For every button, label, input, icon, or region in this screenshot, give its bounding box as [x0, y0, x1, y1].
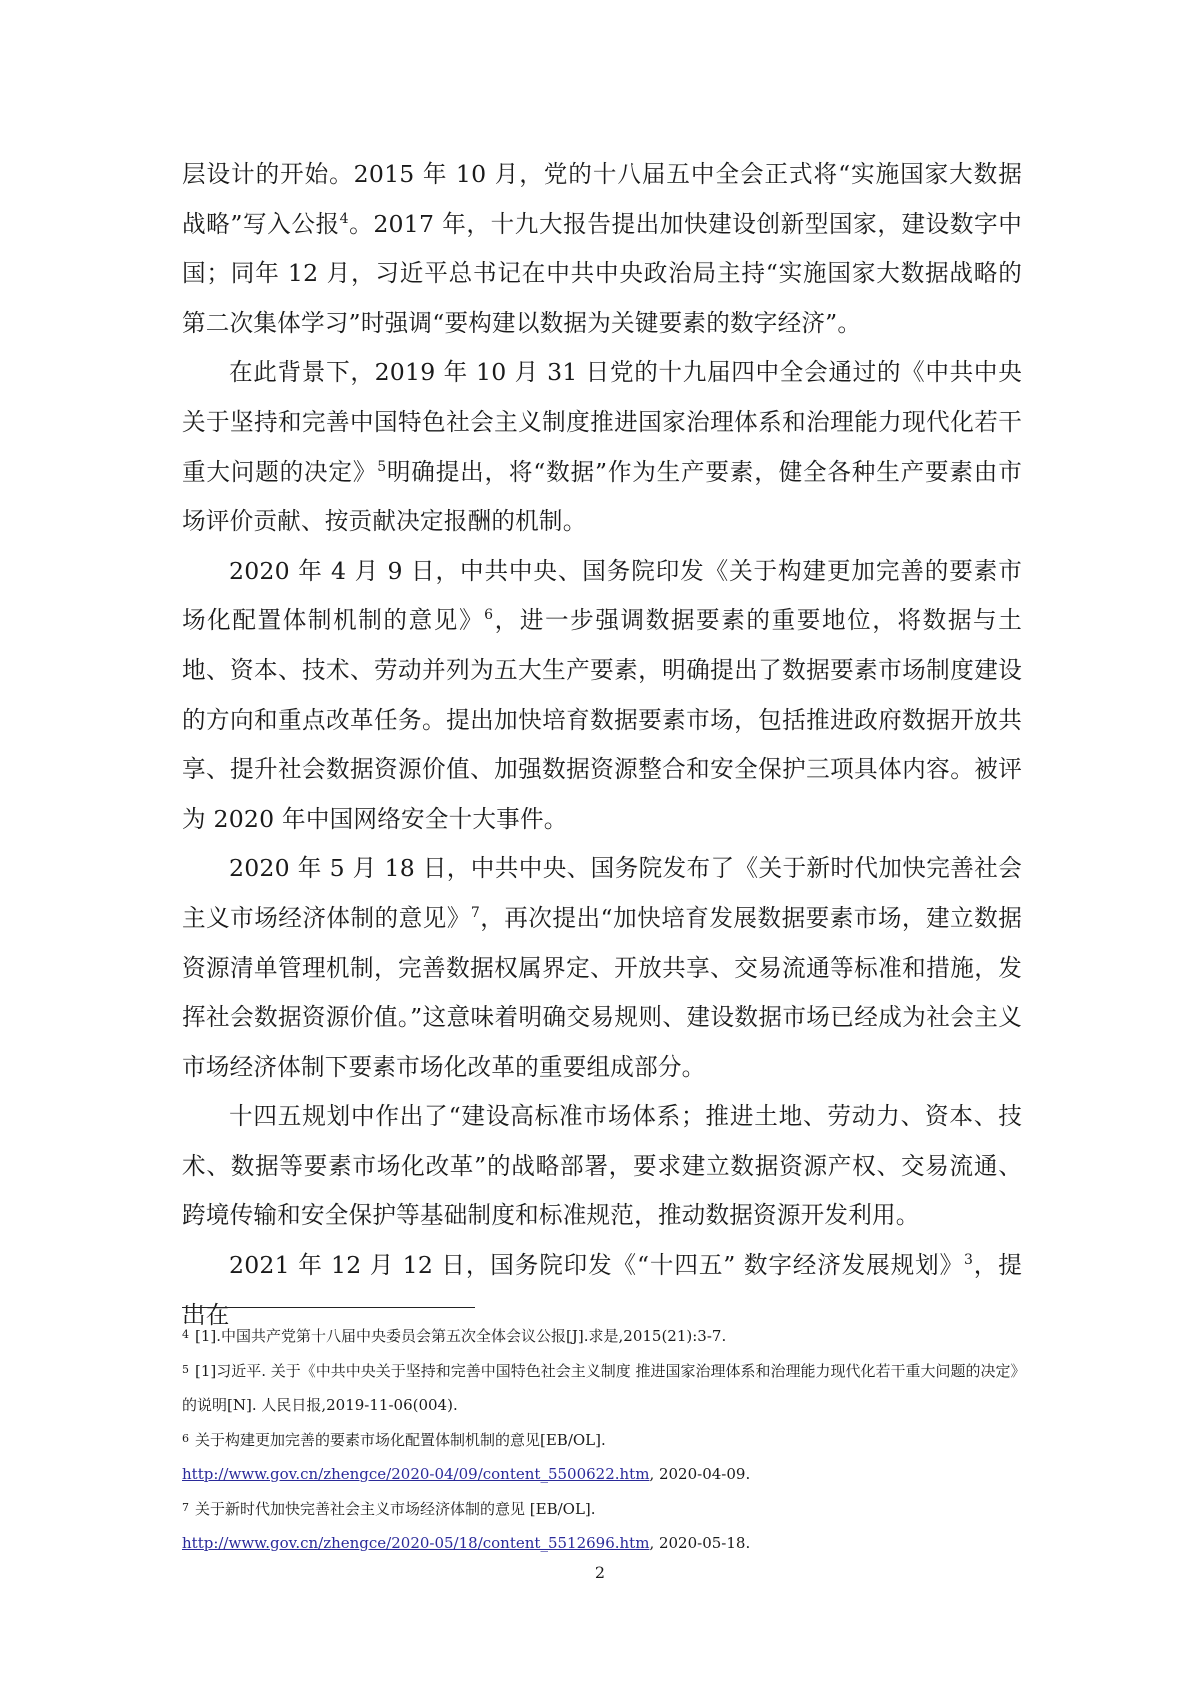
- paragraph-text: 2020 年 4 月 9 日，中共中央、国务院印发《关于构建更加完善的要素市场化配置体制机制的意见》: [182, 556, 1022, 635]
- footnote-6-link-line: [182, 1457, 1022, 1491]
- paragraph-text: 在此背景下，2019 年 10 月 31 日党的十九届四中全会通过的《中共中央关于坚持和完善中国特色社会主义制度推进国家治理体系和治理能力现代化若干重大问题的决定》: [182, 358, 1022, 486]
- page-number: 2: [594, 1563, 606, 1582]
- footnote-7: [182, 1491, 1022, 1526]
- paragraph-3: [182, 547, 1022, 845]
- paragraph-2: [182, 348, 1022, 546]
- paragraph-text: 2021 年 12 月 12 日，国务院印发《“十四五” 数字经济发展规划》: [229, 1251, 964, 1280]
- footnote-date: , 2020-05-18.: [649, 1534, 751, 1552]
- footnote-mark: 7: [182, 1501, 189, 1514]
- footnote-5: [182, 1353, 1022, 1422]
- footnote-mark: 4: [182, 1328, 189, 1341]
- footnote-mark: 5: [182, 1363, 189, 1376]
- paragraph-text: 明确提出，将“数据”作为生产要素，健全各种生产要素由市场评价贡献、按贡献决定报酬的机制。: [182, 457, 1022, 536]
- footnote-link[interactable]: http://www.gov.cn/zhengce/2020-04/09/content_5500622.htm: [182, 1465, 650, 1483]
- footnote-ref[interactable]: 4: [339, 210, 349, 227]
- footnote-text: [1].中国共产党第十八届中央委员会第五次全体会议公报[J].求是,2015(21):3-7.: [195, 1327, 727, 1345]
- paragraph-text: 2020 年 5 月 18 日，中共中央、国务院发布了《关于新时代加快完善社会主义市场经济体制的意见》: [182, 854, 1022, 932]
- footnote-date: , 2020-04-09.: [649, 1465, 751, 1483]
- paragraph-text: ，提出在: [182, 1251, 1022, 1329]
- footnote-text: 关于新时代加快完善社会主义市场经济体制的意见 [EB/OL].: [195, 1500, 596, 1518]
- paragraph-text: ，再次提出“加快培育发展数据要素市场，建立数据资源清单管理机制，完善数据权属界定、开放共享、交易流通等标准和措施，发挥社会数据资源价值。”这意味着明确交易规则、建设数据市场已经成为社会主义市场经济体制下要素市场化改革的重要组成部分。: [182, 903, 1022, 1081]
- footnote-ref[interactable]: 5: [377, 458, 387, 475]
- footnote-6: [182, 1422, 1022, 1457]
- footnote-link[interactable]: http://www.gov.cn/zhengce/2020-05/18/content_5512696.htm: [182, 1534, 650, 1552]
- footnote-ref[interactable]: 7: [470, 905, 480, 922]
- paragraph-5: [182, 1092, 1022, 1241]
- footnote-mark: 6: [182, 1432, 189, 1445]
- body-text: [182, 150, 1022, 1340]
- paragraph-text: 十四五规划中作出了“建设高标准市场体系；推进土地、劳动力、资本、技术、数据等要素市场化改革”的战略部署，要求建立数据资源产权、交易流通、跨境传输和安全保护等基础制度和标准规范，推动数据资源开发利用。: [182, 1102, 1022, 1230]
- paragraph-4: [182, 844, 1022, 1092]
- footnote-text: 关于构建更加完善的要素市场化配置体制机制的意见[EB/OL].: [195, 1431, 606, 1449]
- footnote-text: [1]习近平. 关于《中共中央关于坚持和完善中国特色社会主义制度 推进国家治理体系和治理能力现代化若干重大问题的决定》的说明[N]. 人民日报,2019-11-06(004).: [182, 1362, 1019, 1414]
- footnote-divider: [182, 1307, 475, 1308]
- footnote-ref[interactable]: 6: [484, 607, 494, 624]
- footnote-ref[interactable]: 3: [963, 1252, 974, 1269]
- footnote-7-link-line: [182, 1526, 1022, 1560]
- paragraph-1: [182, 150, 1022, 348]
- paragraph-text: 。2017 年，十九大报告提出加快建设创新型国家，建设数字中国；同年 12 月，习近平总书记在中共中央政治局主持“实施国家大数据战略的第二次集体学习”时强调“要构建以数据为关键要素的数字经济”。: [182, 209, 1022, 337]
- paragraph-text: ，进一步强调数据要素的重要地位，将数据与土地、资本、技术、劳动并列为五大生产要素，明确提出了数据要素市场制度建设的方向和重点改革任务。提出加快培育数据要素市场，包括推进政府数据开放共享、提升社会数据资源价值、加强数据资源整合和安全保护三项具体内容。被评为 2020 年中国网络安全十大事件。: [182, 606, 1022, 833]
- paragraph-text: 层设计的开始。2015 年 10 月，党的十八届五中全会正式将“实施国家大数据战略”写入公报: [182, 160, 1022, 238]
- footnotes: [182, 1318, 1022, 1560]
- footnote-4: [182, 1318, 1022, 1353]
